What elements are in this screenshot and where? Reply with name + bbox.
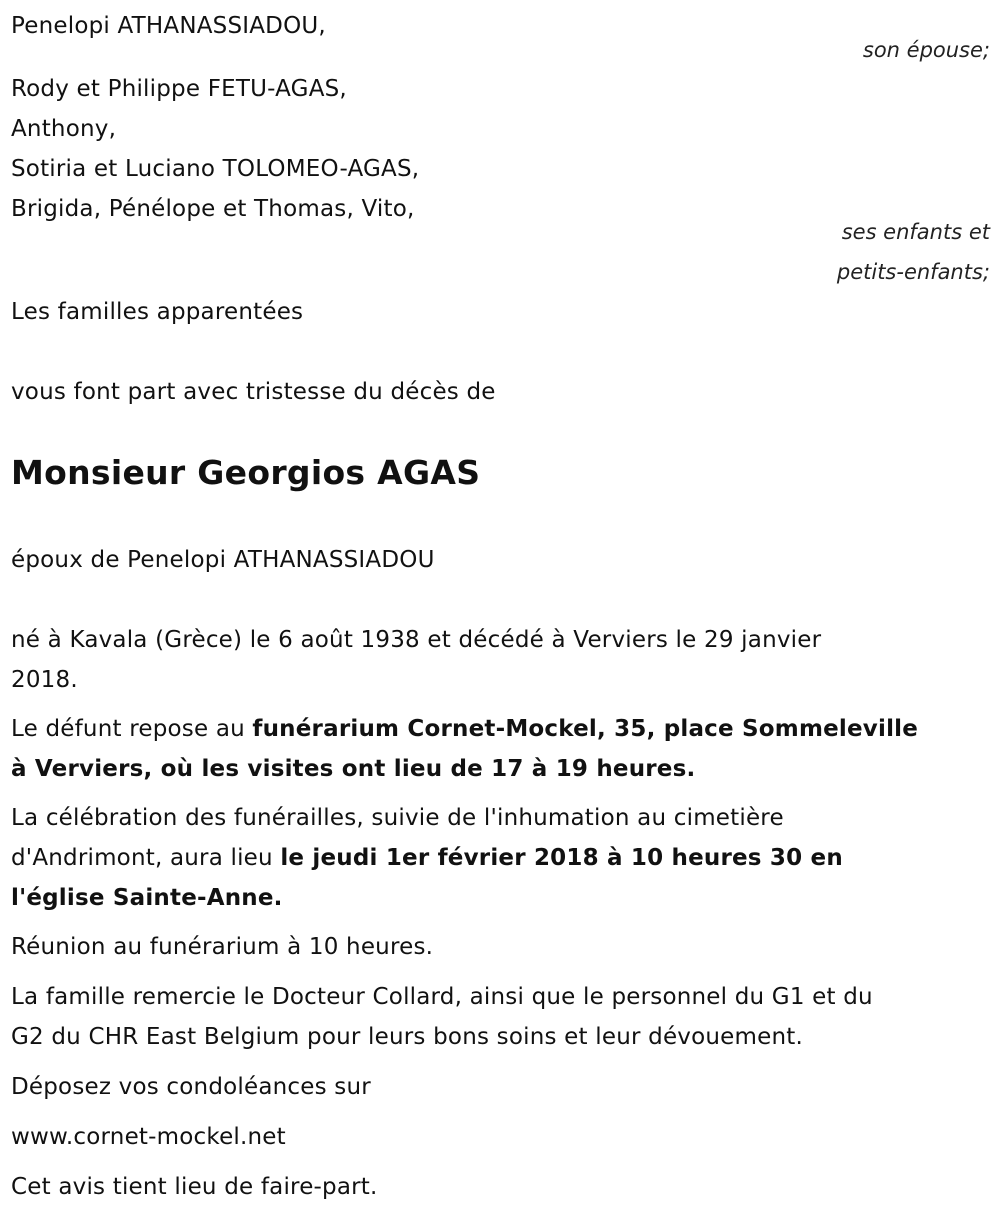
announcement: vous font part avec tristesse du décès de (11, 379, 496, 405)
ceremony-line-2 (11, 838, 843, 878)
ceremony-line-1: La célébration des funérailles, suivie de l'inhumation au cimetière (11, 805, 784, 831)
repose-location: funérarium Cornet-Mockel, 35, place Sommeleville (252, 716, 919, 742)
birth-death-line-2: 2018. (11, 667, 78, 693)
repose-prefix: Le défunt repose au (11, 716, 253, 742)
condolences-website[interactable]: www.cornet-mockel.net (11, 1124, 286, 1150)
children-line-4: Brigida, Pénélope et Thomas, Vito, (11, 196, 415, 222)
children-role-2: petits-enfants; (836, 260, 990, 284)
repose-line-1 (11, 709, 918, 749)
repose-line-2: à Verviers, où les visites ont lieu de 17 à 19 heures. (11, 756, 696, 782)
closing: Cet avis tient lieu de faire-part. (11, 1174, 378, 1200)
ceremony-prefix: d'Andrimont, aura lieu (11, 845, 281, 871)
birth-death-line-1: né à Kavala (Grèce) le 6 août 1938 et décédé à Verviers le 29 janvier (11, 627, 822, 653)
meeting: Réunion au funérarium à 10 heures. (11, 934, 434, 960)
spouse-of: époux de Penelopi ATHANASSIADOU (11, 547, 435, 573)
thanks-line-1: La famille remercie le Docteur Collard, ainsi que le personnel du G1 et du (11, 984, 873, 1010)
children-line-1: Rody et Philippe FETU-AGAS, (11, 76, 347, 102)
ceremony-line-3: l'église Sainte-Anne. (11, 885, 283, 911)
children-line-3: Sotiria et Luciano TOLOMEO-AGAS, (11, 156, 420, 182)
spouse-role: son épouse; (862, 38, 990, 62)
deceased-name: Monsieur Georgios AGAS (11, 453, 481, 492)
children-role-1: ses enfants et (841, 220, 990, 244)
thanks-line-2: G2 du CHR East Belgium pour leurs bons soins et leur dévouement. (11, 1024, 803, 1050)
relatives: Les familles apparentées (11, 299, 304, 325)
ceremony-date: le jeudi 1er février 2018 à 10 heures 30 en (280, 845, 843, 871)
spouse-name: Penelopi ATHANASSIADOU, (11, 13, 326, 39)
condolences-text: Déposez vos condoléances sur (11, 1074, 371, 1100)
children-line-2: Anthony, (11, 116, 117, 142)
